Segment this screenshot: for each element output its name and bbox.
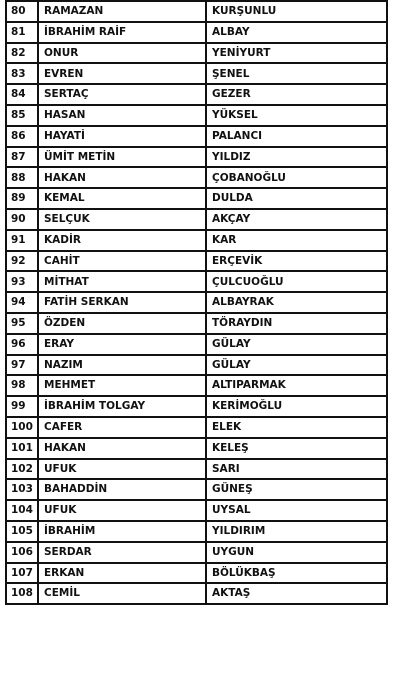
last-name-cell: GÜLAY (206, 355, 387, 376)
first-name-cell: KADİR (38, 230, 206, 251)
row-number-cell: 101 (6, 438, 38, 459)
table-row (6, 43, 387, 64)
row-number-cell: 91 (6, 230, 38, 251)
first-name-cell: SELÇUK (38, 209, 206, 230)
last-name-cell: KERİMOĞLU (206, 396, 387, 417)
row-number-cell: 84 (6, 84, 38, 105)
first-name-cell: UFUK (38, 500, 206, 521)
row-number-cell: 83 (6, 63, 38, 84)
last-name-cell: ÇULCUOĞLU (206, 271, 387, 292)
table-row (6, 188, 387, 209)
table-row (6, 334, 387, 355)
first-name-cell: İBRAHİM (38, 521, 206, 542)
first-name-cell: HAKAN (38, 438, 206, 459)
table-row (6, 396, 387, 417)
row-number-cell: 87 (6, 147, 38, 168)
last-name-cell: YENİYURT (206, 43, 387, 64)
last-name-cell: ERÇEVİK (206, 251, 387, 272)
last-name-cell: KAR (206, 230, 387, 251)
first-name-cell: EVREN (38, 63, 206, 84)
last-name-cell: AKÇAY (206, 209, 387, 230)
first-name-cell: RAMAZAN (38, 1, 206, 22)
last-name-cell: KELEŞ (206, 438, 387, 459)
last-name-cell: UYSAL (206, 500, 387, 521)
first-name-cell: İBRAHİM TOLGAY (38, 396, 206, 417)
table-row (6, 105, 387, 126)
last-name-cell: YILDIZ (206, 147, 387, 168)
table-row (6, 63, 387, 84)
last-name-cell: ELEK (206, 417, 387, 438)
last-name-cell: ALBAY (206, 22, 387, 43)
row-number-cell: 90 (6, 209, 38, 230)
last-name-cell: ŞENEL (206, 63, 387, 84)
row-number-cell: 92 (6, 251, 38, 272)
row-number-cell: 81 (6, 22, 38, 43)
table-row (6, 313, 387, 334)
last-name-cell: KURŞUNLU (206, 1, 387, 22)
table-row (6, 126, 387, 147)
row-number-cell: 105 (6, 521, 38, 542)
table-row (6, 230, 387, 251)
table-row (6, 292, 387, 313)
table-row (6, 22, 387, 43)
last-name-cell: TÖRAYDIN (206, 313, 387, 334)
last-name-cell: SARI (206, 459, 387, 480)
last-name-cell: YILDIRIM (206, 521, 387, 542)
table-row (6, 375, 387, 396)
first-name-cell: İBRAHİM RAİF (38, 22, 206, 43)
last-name-cell: GEZER (206, 84, 387, 105)
table-row (6, 1, 387, 22)
table-row (6, 563, 387, 584)
first-name-cell: ONUR (38, 43, 206, 64)
table-row (6, 209, 387, 230)
last-name-cell: PALANCI (206, 126, 387, 147)
row-number-cell: 94 (6, 292, 38, 313)
first-name-cell: MEHMET (38, 375, 206, 396)
first-name-cell: CEMİL (38, 583, 206, 604)
row-number-cell: 104 (6, 500, 38, 521)
last-name-cell: YÜKSEL (206, 105, 387, 126)
first-name-cell: HASAN (38, 105, 206, 126)
first-name-cell: BAHADDİN (38, 479, 206, 500)
row-number-cell: 97 (6, 355, 38, 376)
row-number-cell: 98 (6, 375, 38, 396)
table-row (6, 355, 387, 376)
last-name-cell: BÖLÜKBAŞ (206, 563, 387, 584)
last-name-cell: GÜLAY (206, 334, 387, 355)
last-name-cell: ALTIPARMAK (206, 375, 387, 396)
last-name-cell: UYGUN (206, 542, 387, 563)
first-name-cell: CAFER (38, 417, 206, 438)
row-number-cell: 95 (6, 313, 38, 334)
table-row (6, 167, 387, 188)
table-row (6, 147, 387, 168)
first-name-cell: KEMAL (38, 188, 206, 209)
first-name-cell: FATİH SERKAN (38, 292, 206, 313)
last-name-cell: AKTAŞ (206, 583, 387, 604)
table-row (6, 459, 387, 480)
table-row (6, 479, 387, 500)
table-row (6, 84, 387, 105)
first-name-cell: NAZIM (38, 355, 206, 376)
row-number-cell: 102 (6, 459, 38, 480)
first-name-cell: MİTHAT (38, 271, 206, 292)
row-number-cell: 89 (6, 188, 38, 209)
first-name-cell: ÜMİT METİN (38, 147, 206, 168)
last-name-cell: DULDA (206, 188, 387, 209)
row-number-cell: 85 (6, 105, 38, 126)
row-number-cell: 106 (6, 542, 38, 563)
table-row (6, 583, 387, 604)
first-name-cell: SERDAR (38, 542, 206, 563)
first-name-cell: HAKAN (38, 167, 206, 188)
name-table-body (6, 1, 387, 604)
row-number-cell: 82 (6, 43, 38, 64)
last-name-cell: ÇOBANOĞLU (206, 167, 387, 188)
table-row (6, 251, 387, 272)
row-number-cell: 108 (6, 583, 38, 604)
first-name-cell: ÖZDEN (38, 313, 206, 334)
last-name-cell: GÜNEŞ (206, 479, 387, 500)
first-name-cell: UFUK (38, 459, 206, 480)
row-number-cell: 100 (6, 417, 38, 438)
row-number-cell: 88 (6, 167, 38, 188)
row-number-cell: 103 (6, 479, 38, 500)
row-number-cell: 96 (6, 334, 38, 355)
table-row (6, 500, 387, 521)
last-name-cell: ALBAYRAK (206, 292, 387, 313)
first-name-cell: SERTAÇ (38, 84, 206, 105)
table-row (6, 521, 387, 542)
first-name-cell: CAHİT (38, 251, 206, 272)
table-row (6, 542, 387, 563)
row-number-cell: 86 (6, 126, 38, 147)
table-row (6, 438, 387, 459)
first-name-cell: HAYATİ (38, 126, 206, 147)
table-row (6, 271, 387, 292)
first-name-cell: ERAY (38, 334, 206, 355)
row-number-cell: 99 (6, 396, 38, 417)
name-table (5, 0, 388, 605)
row-number-cell: 107 (6, 563, 38, 584)
first-name-cell: ERKAN (38, 563, 206, 584)
row-number-cell: 80 (6, 1, 38, 22)
row-number-cell: 93 (6, 271, 38, 292)
table-row (6, 417, 387, 438)
